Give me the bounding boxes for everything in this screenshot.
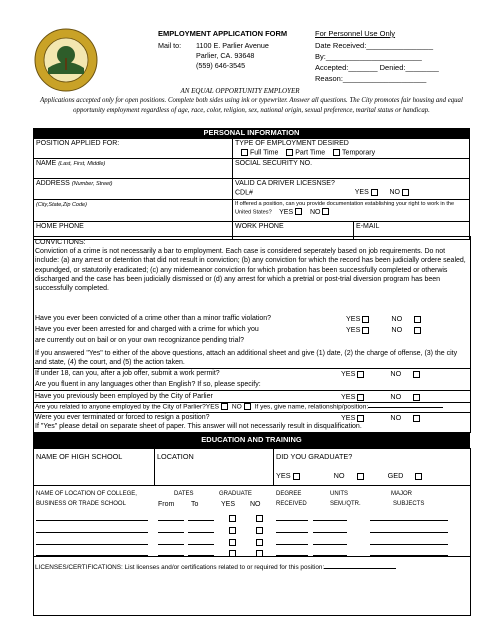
subjects-header: SUBJECTS [393,501,425,507]
eligibility-no-checkbox[interactable] [322,208,329,215]
prior-yes-checkbox[interactable] [357,394,364,401]
eligibility-yes-checkbox[interactable] [295,208,302,215]
by-field[interactable]: By:_______________________ [315,52,422,61]
education-bar: EDUCATION AND TRAINING [33,432,470,448]
question-terminated: Were you ever terminated or forced to resign a position? [35,414,210,421]
major-header: MAJOR [391,491,412,497]
question-arrested-2: are currently out on bail or on your own recognizance pending trial? [35,337,244,344]
license-yes-checkbox[interactable] [371,189,378,196]
temporary-checkbox[interactable] [333,149,340,156]
phone-number: (559) 646-3545 [196,61,246,70]
terminated-answer: YES NO [341,413,422,422]
degree-header: DEGREE [276,491,302,497]
arrested-no-checkbox[interactable] [414,327,421,334]
divider [33,485,470,486]
home-phone-cell[interactable]: HOME PHONE [34,221,233,239]
grad-yes-checkbox[interactable] [229,539,236,546]
terminated-no-checkbox[interactable] [413,415,420,422]
convicted-no-checkbox[interactable] [414,316,421,323]
address-line-1: 1100 E. Parlier Avenue [196,41,269,50]
to-line[interactable] [188,544,214,545]
major-line[interactable] [370,555,448,556]
city-seal-logo [34,28,98,92]
work-eligibility-cell: If offered a position, can you provide documentation establishing your right to work in the United States? YES NO [233,199,470,221]
work-permit-yes-checkbox[interactable] [357,371,364,378]
received-header: RECEIVED [276,501,307,507]
from-line[interactable] [158,555,184,556]
intro-text: Applications accepted only for open positions. Complete both sides using ink or typewriter. Answer all questions. The City promotes fair housing and equal opportunity employment regardless of age, race, color, religion, sex, national origin, sexual preference, marital status or handicap. [40,97,463,114]
grad-no-checkbox[interactable] [256,527,263,534]
units-line[interactable] [313,555,347,556]
grad-no-header: NO [250,501,261,508]
units-line[interactable] [313,520,347,521]
question-related: Are you related to anyone employed by the City of Parlier?YES NO If yes, give name, relationship/position: [35,403,443,410]
to-line[interactable] [188,555,214,556]
graduate-question: DID YOU GRADUATE? [276,452,353,461]
divider [273,448,274,485]
grad-no-checkbox[interactable] [256,515,263,522]
semqtr-header: SEM./QTR. [330,501,361,507]
divider [154,448,155,485]
reason-field[interactable]: Reason:____________________ [315,74,427,83]
units-line[interactable] [313,532,347,533]
terminated-note: If "Yes" please detail on separate sheet of paper. This answer will not necessarily result in disqualification. [35,423,362,430]
full-time-checkbox[interactable] [241,149,248,156]
from-header: From [158,501,175,508]
high-school-label: NAME OF HIGH SCHOOL [36,452,123,461]
work-phone-cell[interactable]: WORK PHONE [233,221,354,239]
address-line-2: Parlier, CA. 93648 [196,51,255,60]
name-cell[interactable]: NAME (Last, First, Middle) [34,159,233,179]
hs-ged-checkbox[interactable] [415,473,422,480]
license-cell: VALID CA DRIVER LICESNSE? CDL# YES NO [233,179,470,199]
hs-no-checkbox[interactable] [357,473,364,480]
question-work-permit: If under 18, can you, after a job offer, submit a work permit? [35,370,220,377]
grad-yes-checkbox[interactable] [229,527,236,534]
grad-yes-checkbox[interactable] [229,550,236,557]
grad-yes-checkbox[interactable] [229,515,236,522]
degree-line[interactable] [276,532,308,533]
position-cell[interactable]: POSITION APPLIED FOR: [34,139,233,159]
to-line[interactable] [188,520,214,521]
units-line[interactable] [313,544,347,545]
equal-opportunity-heading: AN EQUAL OPPORTUNITY EMPLOYER [180,87,300,95]
related-yes-checkbox[interactable] [221,403,228,410]
graduate-options: YES NO GED [276,471,424,480]
accepted-denied-field[interactable]: Accepted:_______ Denied:________ [315,63,439,72]
followup-instructions: If you answered "Yes" to either of the above questions, attach an additional sheet and give (1) date, (2) the charge of offense, (3) the city and state, (4) the court, and (5) the action taken. [35,350,458,367]
personal-info-bar: PERSONAL INFORMATION [33,128,470,138]
personal-info-table [33,138,470,240]
convicted-answer: YES NO [346,314,423,323]
to-header: To [191,501,199,508]
prior-no-checkbox[interactable] [413,394,420,401]
question-arrested-1: Have you ever been arrested for and charged with a crime for which you [35,326,259,333]
convictions-heading: CONVICTIONS: [35,239,86,246]
work-permit-no-checkbox[interactable] [413,371,420,378]
prior-employment-answer: YES NO [341,392,422,401]
college-name-line[interactable] [36,520,148,521]
hs-yes-checkbox[interactable] [293,473,300,480]
convicted-yes-checkbox[interactable] [362,316,369,323]
terminated-yes-checkbox[interactable] [357,415,364,422]
major-line[interactable] [370,544,448,545]
college-header-1: NAME OF LOCATION OF COLLEGE, [36,491,137,497]
license-no-checkbox[interactable] [402,189,409,196]
email-cell[interactable]: E-MAIL [354,221,470,239]
units-header: UNITS [330,491,348,497]
convictions-text: Conviction of a crime is not necessarily a bar to employment. Each case is considered seperately based on job requirements. Do not include: (a) any arrest or detention that did not result in conviction; (b) any conviction for which the record has been judicially ordere sealed, expundged, or statutorily eradicated; (c) any midemeanor conviction for which probation has been successfully completed or otherwis discharged and the case has been judicially dismissed or (d) any arrest for which a pretrial or post-trial diversion program has been successfully completed. [35,248,466,293]
form-title: EMPLOYMENT APPLICATION FORM [158,29,288,38]
work-permit-answer: YES NO [341,369,422,378]
ssn-cell[interactable]: SOCIAL SECURITY NO. [233,159,470,179]
arrested-yes-checkbox[interactable] [362,327,369,334]
major-line[interactable] [370,532,448,533]
question-prior-employment: Have you previously been employed by the City of Parlier [35,393,213,400]
question-languages: Are you fluent in any languages other than English? If so, please specify: [35,381,261,388]
employment-type-cell: TYPE OF EMPLOYMENT DESIRED Full Time Part Time Temporary [233,139,470,159]
college-name-line[interactable] [36,544,148,545]
from-line[interactable] [158,544,184,545]
from-line[interactable] [158,532,184,533]
to-line[interactable] [188,532,214,533]
from-line[interactable] [158,520,184,521]
date-received-field[interactable]: Date Received:________________ [315,41,434,50]
degree-line[interactable] [276,555,308,556]
grad-no-checkbox[interactable] [256,550,263,557]
graduate-header: GRADUATE [219,491,252,497]
question-convicted: Have you ever been convicted of a crime other than a minor traffic violation? [35,315,272,322]
related-no-checkbox[interactable] [244,403,251,410]
arrested-answer: YES NO [346,325,423,334]
degree-line[interactable] [276,544,308,545]
location-label: LOCATION [157,452,194,461]
college-name-line[interactable] [36,555,148,556]
divider [33,556,470,557]
personnel-use-title: For Personnel Use Only [315,29,396,38]
degree-line[interactable] [276,520,308,521]
dates-header: DATES [174,491,194,497]
major-line[interactable] [370,520,448,521]
college-header-2: BUSINESS OR TRADE SCHOOL [36,501,126,507]
divider [33,390,470,391]
college-name-line[interactable] [36,532,148,533]
licenses-line: LICENSES/CERTIFICATIONS: List licenses and/or certifications related to or required for this position: [35,564,396,571]
mail-to-label: Mail to: [158,41,182,50]
grad-no-checkbox[interactable] [256,539,263,546]
city-state-zip-cell[interactable]: (City,State,Zip Code) [34,199,233,221]
address-cell[interactable]: ADDRESS (Number, Street) [34,179,233,199]
grad-yes-header: YES [221,501,236,508]
part-time-checkbox[interactable] [286,149,293,156]
